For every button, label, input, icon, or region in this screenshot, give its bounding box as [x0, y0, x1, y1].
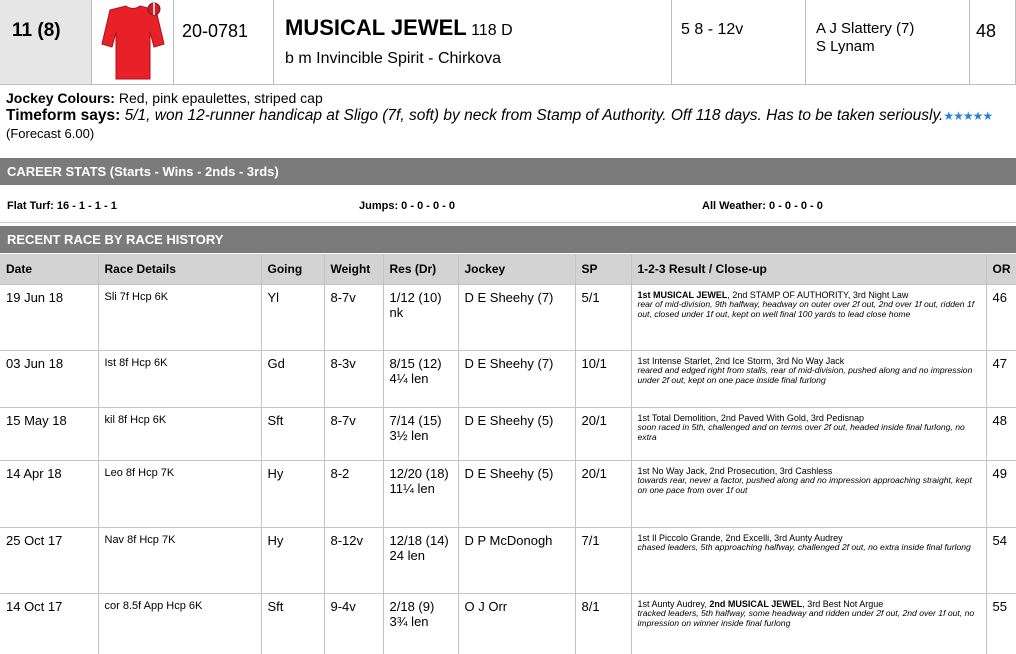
row-or: 46: [986, 285, 1016, 351]
flat-turf-stats: Flat Turf: 16 - 1 - 1 - 1: [7, 200, 117, 212]
row-weight: 8-7v: [324, 285, 383, 351]
jockey-colours-text: Red, pink epaulettes, striped cap: [118, 90, 323, 106]
race-history-header: [0, 226, 1016, 253]
career-stats-header: [0, 158, 1016, 185]
col-jockey[interactable]: Jockey: [458, 254, 575, 285]
table-row[interactable]: [0, 351, 1016, 408]
col-going[interactable]: Going: [261, 254, 324, 285]
col-sp[interactable]: SP: [575, 254, 631, 285]
age-weight: 5 8 - 12v: [681, 21, 744, 38]
row-closeup: [631, 351, 986, 408]
col-or[interactable]: OR: [986, 254, 1016, 285]
race-comment: towards rear, never a factor, pushed along and no impression approaching straight, kept on one pace from over 1f out: [637, 475, 972, 495]
result-highlight: 1st MUSICAL JEWEL: [637, 290, 728, 300]
row-result: 2/18 (9) 3¾ len: [383, 594, 458, 654]
table-row[interactable]: [0, 285, 1016, 351]
row-result: 1/12 (10) nk: [383, 285, 458, 351]
timeform-text: 5/1, won 12-runner handicap at Sligo (7f, soft) by neck from Stamp of Authority. Off 118 days. Has to be taken seriously.: [124, 107, 944, 124]
jumps-stats: Jumps: 0 - 0 - 0 - 0: [359, 200, 455, 212]
official-rating: 48: [976, 21, 997, 41]
row-race[interactable]: cor 8.5f App Hcp 6K: [98, 594, 261, 654]
career-stats-title: CAREER STATS (Starts - Wins - 2nds - 3rds): [7, 164, 279, 179]
runner-number-cell: [0, 0, 92, 84]
row-or: 47: [986, 351, 1016, 408]
result-text-after: , 3rd Best Not Argue: [802, 599, 884, 609]
col-date[interactable]: Date: [0, 254, 98, 285]
row-jockey[interactable]: D E Sheehy (7): [458, 285, 575, 351]
result-text: 1st Il Piccolo Grande, 2nd Excelli, 3rd Aunty Audrey: [637, 533, 843, 543]
official-rating-cell: [970, 0, 1016, 84]
row-going: Gd: [261, 351, 324, 408]
row-jockey[interactable]: D P McDonogh: [458, 528, 575, 594]
race-comment: tracked leaders, 5th halfway, some headway and ridden under 2f out, 2nd over 1f out, no impression on winner inside final furlong: [637, 608, 975, 628]
runner-info: [6, 90, 1010, 142]
timeform-says: [6, 107, 1010, 142]
row-date: 03 Jun 18: [0, 351, 98, 408]
row-going: Hy: [261, 528, 324, 594]
row-closeup: [631, 408, 986, 461]
row-date: 15 May 18: [0, 408, 98, 461]
horse-rating: 118 D: [471, 22, 513, 39]
result-text: 1st Intense Starlet, 2nd Ice Storm, 3rd No Way Jack: [637, 356, 845, 366]
row-sp: 5/1: [575, 285, 631, 351]
jockey-silk-cell: [92, 0, 174, 84]
runner-number: 11 (8): [12, 20, 61, 41]
row-closeup: [631, 461, 986, 528]
row-or: 55: [986, 594, 1016, 654]
horse-name[interactable]: MUSICAL JEWEL: [285, 15, 467, 40]
row-going: Yl: [261, 285, 324, 351]
row-date: 19 Jun 18: [0, 285, 98, 351]
row-result: 12/20 (18) 11¼ len: [383, 461, 458, 528]
row-result: 7/14 (15) 3½ len: [383, 408, 458, 461]
row-sp: 20/1: [575, 461, 631, 528]
star-rating-icon: ★★★★★: [943, 109, 993, 123]
row-jockey[interactable]: O J Orr: [458, 594, 575, 654]
all-weather-stats: All Weather: 0 - 0 - 0 - 0: [702, 200, 823, 212]
table-row[interactable]: [0, 528, 1016, 594]
race-history-title: RECENT RACE BY RACE HISTORY: [7, 232, 224, 247]
trainer-name[interactable]: A J Slattery (7): [816, 20, 915, 37]
row-date: 14 Oct 17: [0, 594, 98, 654]
row-weight: 9-4v: [324, 594, 383, 654]
row-race[interactable]: Nav 8f Hcp 7K: [98, 528, 261, 594]
row-weight: 8-2: [324, 461, 383, 528]
row-jockey[interactable]: D E Sheehy (5): [458, 408, 575, 461]
timeform-label: Timeform says:: [6, 107, 121, 124]
row-race[interactable]: kil 8f Hcp 6K: [98, 408, 261, 461]
row-going: Sft: [261, 408, 324, 461]
jockey-colours-label: Jockey Colours:: [6, 90, 115, 106]
forecast: (Forecast 6.00): [6, 126, 95, 141]
race-comment: chased leaders, 5th approaching halfway, challenged 2f out, no extra inside final furlong: [637, 542, 971, 552]
row-race[interactable]: Leo 8f Hcp 7K: [98, 461, 261, 528]
row-weight: 8-3v: [324, 351, 383, 408]
row-result: 8/15 (12) 4¼ len: [383, 351, 458, 408]
row-sp: 7/1: [575, 528, 631, 594]
jockey-colours: [6, 90, 1010, 107]
table-row[interactable]: [0, 408, 1016, 461]
row-weight: 8-7v: [324, 408, 383, 461]
race-comment: soon raced in 5th, challenged and on terms over 2f out, headed inside final furlong, no extra: [637, 422, 965, 442]
col-result-draw[interactable]: Res (Dr): [383, 254, 458, 285]
jockey-silk-icon: [92, 0, 174, 84]
row-or: 49: [986, 461, 1016, 528]
row-sp: 8/1: [575, 594, 631, 654]
row-race[interactable]: Ist 8f Hcp 6K: [98, 351, 261, 408]
row-date: 14 Apr 18: [0, 461, 98, 528]
row-going: Hy: [261, 461, 324, 528]
col-result-closeup[interactable]: 1-2-3 Result / Close-up: [631, 254, 986, 285]
result-text: 1st Aunty Audrey,: [637, 599, 710, 609]
row-jockey[interactable]: D E Sheehy (5): [458, 461, 575, 528]
row-closeup: [631, 594, 986, 654]
runner-header: [0, 0, 1016, 85]
result-text: 1st Total Demolition, 2nd Paved With Gold, 3rd Pedisnap: [637, 413, 864, 423]
runner-id-cell: [174, 0, 274, 84]
row-closeup: [631, 528, 986, 594]
age-weight-cell: [672, 0, 806, 84]
career-stats-row: [0, 190, 1016, 223]
runner-name-line: [285, 15, 513, 41]
table-row[interactable]: [0, 594, 1016, 654]
row-race[interactable]: Sli 7f Hcp 6K: [98, 285, 261, 351]
horse-pedigree: b m Invincible Spirit - Chirkova: [285, 50, 502, 67]
col-race-details[interactable]: Race Details: [98, 254, 261, 285]
race-comment: reared and edged right from stalls, rear of mid-division, pushed along and no impression under 2f out, kept on one pace inside final furlong: [637, 365, 973, 385]
race-history-table: [0, 254, 1016, 654]
runner-name-cell: [274, 0, 672, 84]
connections-cell: [806, 0, 970, 84]
table-row[interactable]: [0, 461, 1016, 528]
race-comment: rear of mid-division, 9th halfway, headway on outer over 2f out, 2nd over 1f out, ridden 1f out, closed under 1f out, kept on well final 100 yards to lead close home: [637, 299, 975, 319]
runner-id: 20-0781: [182, 21, 249, 41]
row-or: 54: [986, 528, 1016, 594]
jockey-name[interactable]: S Lynam: [816, 38, 875, 55]
result-highlight: 2nd MUSICAL JEWEL: [709, 599, 803, 609]
row-sp: 10/1: [575, 351, 631, 408]
row-closeup: [631, 285, 986, 351]
row-sp: 20/1: [575, 408, 631, 461]
row-going: Sft: [261, 594, 324, 654]
result-text-after: , 2nd STAMP OF AUTHORITY, 3rd Night Law: [727, 290, 909, 300]
row-or: 48: [986, 408, 1016, 461]
row-result: 12/18 (14) 24 len: [383, 528, 458, 594]
row-weight: 8-12v: [324, 528, 383, 594]
col-weight[interactable]: Weight: [324, 254, 383, 285]
row-jockey[interactable]: D E Sheehy (7): [458, 351, 575, 408]
row-date: 25 Oct 17: [0, 528, 98, 594]
result-text: 1st No Way Jack, 2nd Prosecution, 3rd Cashless: [637, 466, 833, 476]
table-header-row: [0, 254, 1016, 285]
